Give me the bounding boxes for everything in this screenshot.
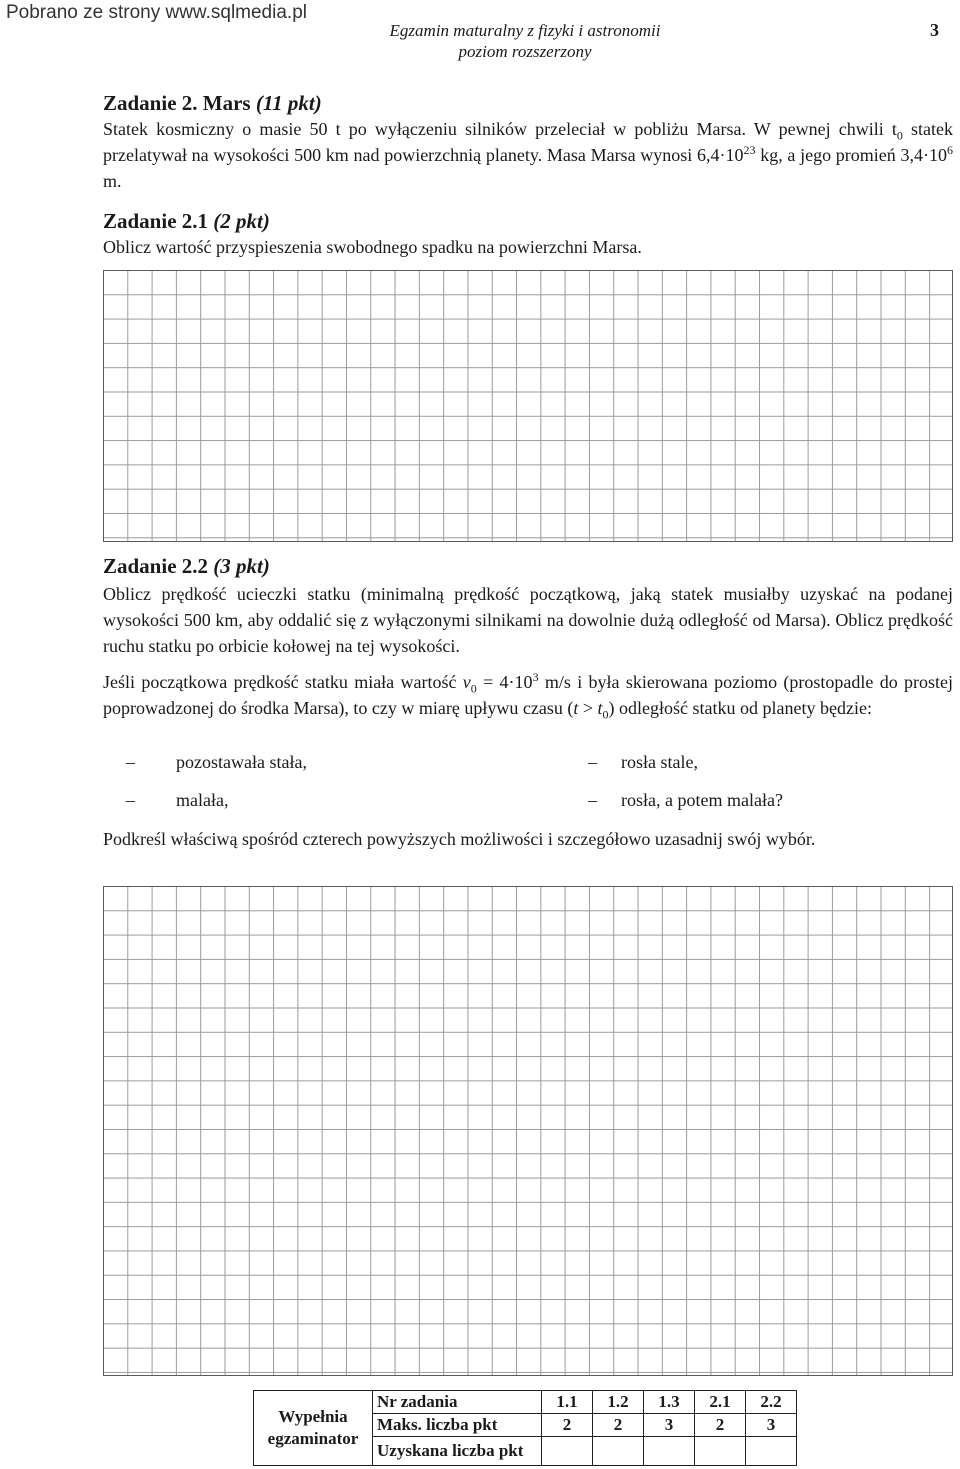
option-label: malała, xyxy=(176,790,229,810)
answer-grid-2-2[interactable] xyxy=(103,886,953,1376)
task-2-1-title xyxy=(103,208,953,234)
task-2-1-title-text: Zadanie 2.1 xyxy=(103,209,214,233)
header-level: poziom rozszerzony xyxy=(458,42,592,61)
intro-part-c: kg, a jego promień 3,4·10 xyxy=(755,145,947,165)
answer-grid-2-1[interactable] xyxy=(103,270,953,542)
task-2-2-title xyxy=(103,553,953,579)
option-label: rosła stale, xyxy=(621,752,698,772)
symbol-v: v xyxy=(462,672,471,692)
task-2-section xyxy=(103,90,953,194)
intro-part-a: Statek kosmiczny o masie 50 t po wyłączeniu silników przeleciał w pobliżu Marsa. W pewnej chwili t xyxy=(103,119,897,139)
task-number-cell: 2.2 xyxy=(746,1391,797,1414)
task-2-title xyxy=(103,90,953,116)
examiner-label xyxy=(254,1391,373,1466)
symbol-t: t xyxy=(573,698,579,718)
task-2-intro xyxy=(103,116,953,194)
task-2-2-para-1: Oblicz prędkość ucieczki statku (minimalną prędkość początkową, jaką statek musiałby uzyskać na podanej wysokości 500 km, aby oddalić się z wyłączonymi silnikami na dowolnie dużą odległość od Marsa). Oblicz prędkość ruchu statku po orbicie kołowej na tej wysokości. xyxy=(103,584,953,656)
option-label: pozostawała stała, xyxy=(176,752,307,772)
task-number-cell: 2.1 xyxy=(695,1391,746,1414)
watermark: Pobrano ze strony www.sqlmedia.pl xyxy=(0,0,313,26)
max-points-cell: 2 xyxy=(593,1414,644,1437)
header-title: Egzamin maturalny z fizyki i astronomii xyxy=(389,21,661,40)
page-number: 3 xyxy=(930,20,939,40)
task-number-cell: 1.1 xyxy=(542,1391,593,1414)
task-number-label: Nr zadania xyxy=(373,1391,542,1414)
obtained-points-label: Uzyskana liczba pkt xyxy=(373,1437,542,1466)
task-2-2-para-3: Podkreśl właściwą spośród czterech powyższych możliwości i szczegółowo uzasadnij swój wybór. xyxy=(103,829,816,849)
examiner-label-line-2: egzaminator xyxy=(267,1429,359,1448)
page-header xyxy=(340,20,710,62)
obtained-points-input[interactable] xyxy=(542,1437,593,1466)
intro-exponent-2: 6 xyxy=(947,143,953,157)
option-label: rosła, a potem malała? xyxy=(621,790,783,810)
para2-part-a: Jeśli początkowa prędkość statku miała wartość xyxy=(103,672,463,692)
obtained-points-input[interactable] xyxy=(644,1437,695,1466)
max-points-label: Maks. liczba pkt xyxy=(373,1414,542,1437)
intro-part-b: statek przelatywał na wysokości 500 km nad powierzchnią planety. Masa Marsa wynosi 6,4·10 xyxy=(103,119,953,165)
intro-exponent-1: 23 xyxy=(743,143,756,157)
task-2-1-section xyxy=(103,208,953,260)
task-2-2-instruction xyxy=(103,826,953,852)
para2-part-d: ) odległość statku od planety będzie: xyxy=(608,698,872,718)
task-2-2-para-2 xyxy=(103,669,953,721)
intro-part-d: m. xyxy=(103,171,122,191)
para2-part-b: = 4·10 xyxy=(476,672,533,692)
score-table xyxy=(253,1390,797,1466)
obtained-points-input[interactable] xyxy=(695,1437,746,1466)
intro-subscript: 0 xyxy=(896,128,903,143)
max-points-cell: 2 xyxy=(695,1414,746,1437)
option-grows[interactable] xyxy=(588,749,698,775)
task-2-2-title-text: Zadanie 2.2 xyxy=(103,554,214,578)
examiner-label-line-1: Wypełnia xyxy=(278,1407,348,1426)
option-dash: – xyxy=(126,752,135,772)
task-number-cell: 1.2 xyxy=(593,1391,644,1414)
task-2-points: (11 pkt) xyxy=(255,91,322,115)
task-2-1-question: Oblicz wartość przyspieszenia swobodnego spadku na powierzchni Marsa. xyxy=(103,237,642,257)
max-points-cell: 2 xyxy=(542,1414,593,1437)
option-decreases[interactable] xyxy=(126,787,228,813)
option-dash: – xyxy=(126,790,135,810)
option-dash: – xyxy=(588,752,597,772)
option-constant[interactable] xyxy=(126,749,307,775)
task-2-1-points: (2 pkt) xyxy=(213,209,270,233)
task-2-2-points: (3 pkt) xyxy=(213,554,270,578)
task-2-title-text: Zadanie 2. Mars xyxy=(103,91,256,115)
obtained-points-input[interactable] xyxy=(593,1437,644,1466)
task-2-2-section xyxy=(103,553,953,721)
para2-exponent: 3 xyxy=(532,670,539,684)
symbol-t0-subscript: 0 xyxy=(602,707,609,722)
option-dash: – xyxy=(588,790,597,810)
symbol-v-subscript: 0 xyxy=(470,681,477,696)
max-points-cell: 3 xyxy=(746,1414,797,1437)
obtained-points-input[interactable] xyxy=(746,1437,797,1466)
task-number-cell: 1.3 xyxy=(644,1391,695,1414)
symbol-t0: t xyxy=(597,698,603,718)
symbol-greater: > xyxy=(578,698,598,718)
option-grows-then-decreases[interactable] xyxy=(588,787,783,813)
para2-part-c: m/s i była skierowana poziomo (prostopadle do prostej poprowadzonej do środka Marsa), to czy w miarę upływu czasu ( xyxy=(103,672,953,718)
max-points-cell: 3 xyxy=(644,1414,695,1437)
